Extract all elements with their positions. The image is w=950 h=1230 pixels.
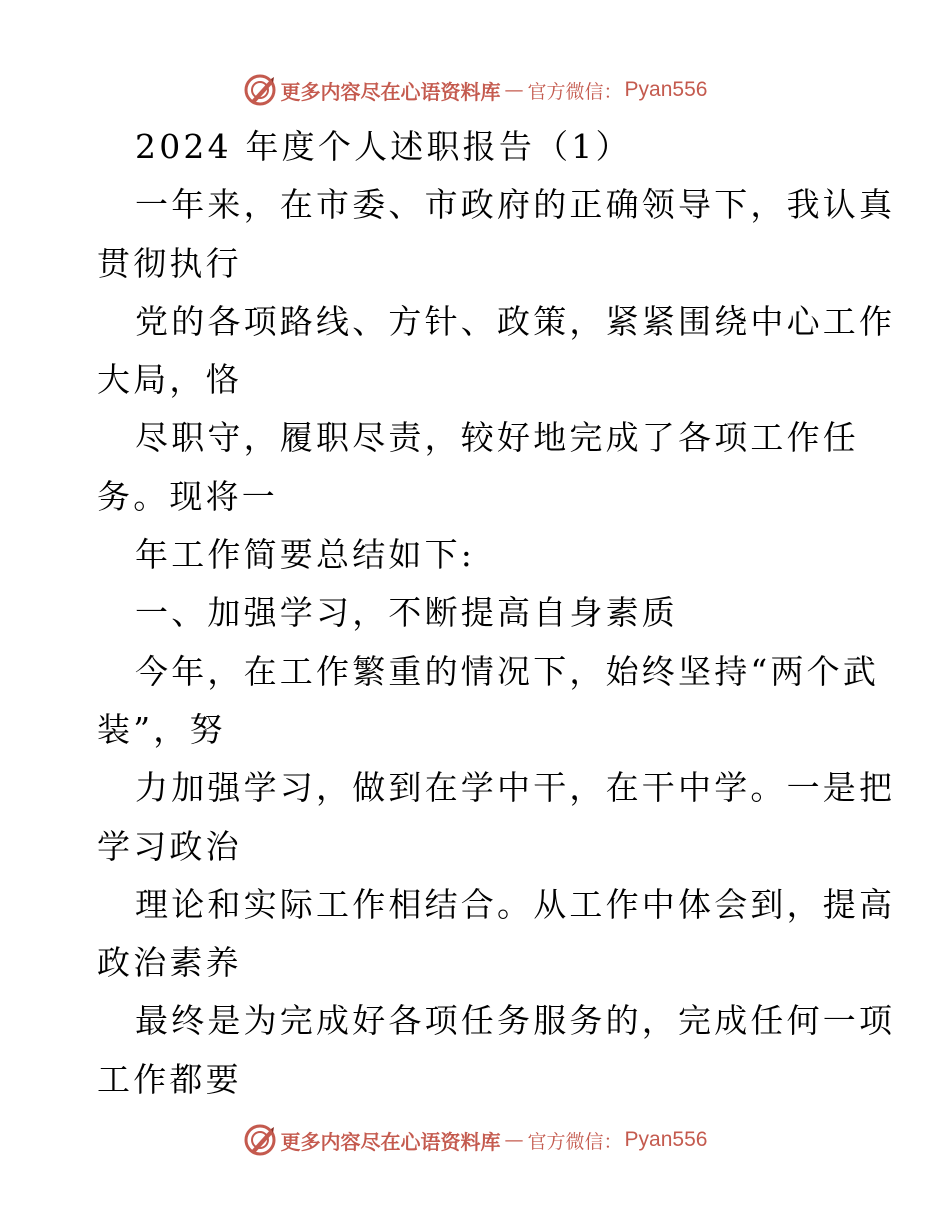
text-line: 装”，努 bbox=[97, 709, 226, 749]
text-line: 工作都要 bbox=[97, 1059, 242, 1099]
watermark-text: 更多内容尽在心语资料库 bbox=[280, 1129, 501, 1154]
text-line: 政治素养 bbox=[97, 943, 242, 983]
watermark-text: 更多内容尽在心语资料库 bbox=[280, 79, 501, 104]
text-line: 一年来，在市委、市政府的正确领导下，我认真 bbox=[135, 185, 896, 225]
section-heading: 一、加强学习，不断提高自身素质 bbox=[135, 593, 678, 633]
watermark-wechat-label: 官方微信： bbox=[527, 1130, 623, 1153]
quill-logo-icon bbox=[243, 73, 277, 107]
footer-watermark bbox=[0, 1120, 950, 1160]
watermark-separator: — bbox=[504, 1129, 524, 1151]
text-line: 大局，恪 bbox=[97, 360, 242, 400]
text-line: 务。现将一 bbox=[97, 476, 278, 516]
text-line: 力加强学习，做到在学中干，在干中学。一是把 bbox=[135, 768, 896, 808]
text-line: 党的各项路线、方针、政策，紧紧围绕中心工作 bbox=[135, 301, 896, 341]
text-line: 学习政治 bbox=[97, 826, 242, 866]
watermark-wechat-label: 官方微信： bbox=[527, 80, 623, 103]
header-watermark bbox=[0, 70, 950, 110]
text-line: 最终是为完成好各项任务服务的，完成任何一项 bbox=[135, 1001, 896, 1041]
text-line: 尽职守，履职尽责，较好地完成了各项工作任 bbox=[135, 418, 859, 458]
quill-logo-icon bbox=[243, 1123, 277, 1157]
text-line: 今年，在工作繁重的情况下，始终坚持“两个武 bbox=[135, 651, 880, 691]
text-line: 理论和实际工作相结合。从工作中体会到，提高 bbox=[135, 884, 896, 924]
watermark-wechat-id: Pyan556 bbox=[624, 1128, 708, 1151]
text-line: 年工作简要总结如下: bbox=[135, 535, 476, 575]
document-body bbox=[97, 118, 896, 1109]
watermark-separator: — bbox=[504, 79, 524, 101]
text-line: 贯彻执行 bbox=[97, 243, 242, 283]
document-title: 2024 年度个人述职报告（1） bbox=[135, 127, 632, 166]
watermark-wechat-id: Pyan556 bbox=[624, 78, 708, 101]
